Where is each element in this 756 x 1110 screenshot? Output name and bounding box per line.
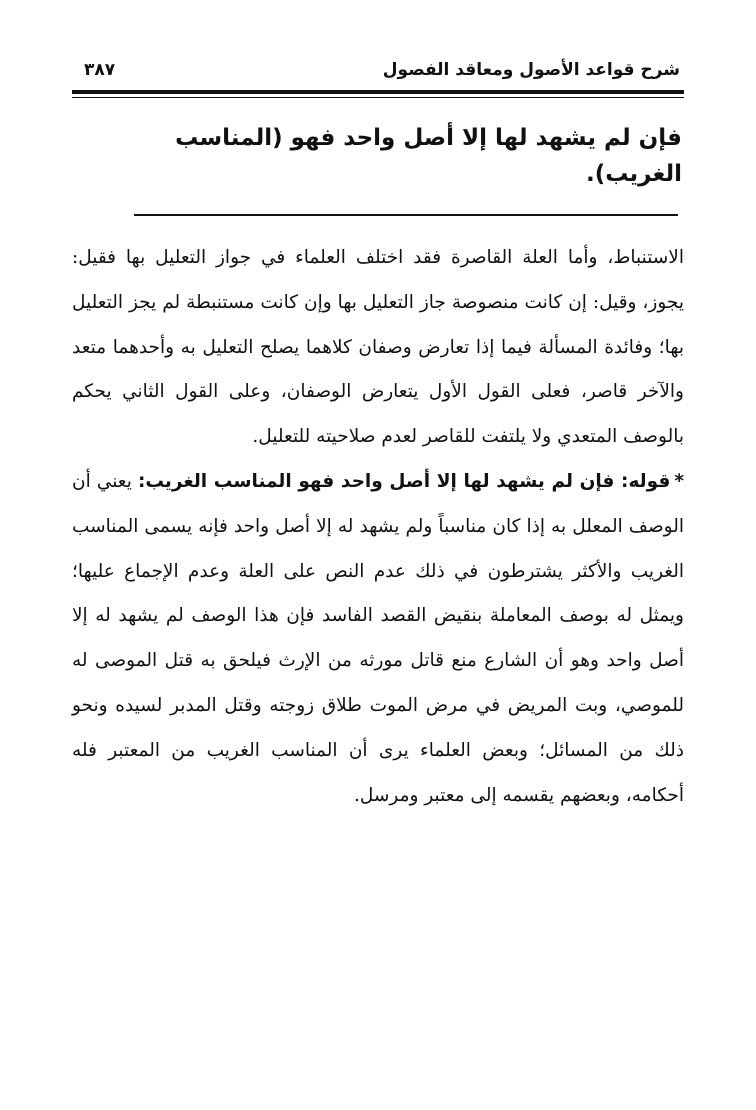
header-rule-thick (72, 90, 684, 94)
commentary-paragraph-2-body: يعني أن الوصف المعلل به إذا كان مناسباً ولم يشهد له إلا أصل واحد فإنه يسمى المناسب الغريب والأكثر يشترطون في ذلك عدم النص على العلة وعدم الإجماع عليها؛ ويمثل له بوصف المعاملة بنقيض القصد الفاسد فإن هذا الوصف لم يشهد له إلا أصل واحد وهو أن الشارع منع قاتل مورثه من الإرث فيلحق به قتل الموصى له للموصي، وبت المريض في مرض الموت طلاق زوجته وقتل المدبر لسيده ونحو ذلك من المسائل؛ وبعض العلماء يرى أن المناسب الغريب من المعتبر فله أحكامه، وبعضهم يقسمه إلى معتبر ومرسل. (72, 470, 684, 806)
header-rule-thin (72, 97, 684, 98)
asterisk-marker: * (674, 470, 685, 492)
section-separator (134, 214, 678, 216)
book-title: شرح قواعد الأصول ومعاقد الفصول (382, 60, 680, 80)
running-header (72, 52, 684, 88)
matn-text: فإن لم يشهد لها إلا أصل واحد فهو (المناسب الغريب). (175, 125, 682, 187)
commentary-paragraph-2 (72, 460, 684, 818)
page-number: ٣٨٧ (84, 60, 116, 80)
book-page (72, 52, 684, 952)
quoted-matn-lead: قوله: فإن لم يشهد لها إلا أصل واحد فهو المناسب الغريب: (137, 470, 671, 492)
commentary (72, 236, 684, 818)
commentary-paragraph-1: الاستنباط، وأما العلة القاصرة فقد اختلف العلماء في جواز التعليل بها فقيل: يجوز، وقيل: إن كانت منصوصة جاز التعليل بها وإن كانت مستنبطة لم يجز التعليل بها؛ وفائدة المسألة فيما إذا تعارض وصفان كلاهما يصلح التعليل به وأحدهما متعد والآخر قاصر، فعلى القول الأول يتعارض الوصفان، وعلى القول الثاني يحكم بالوصف المتعدي ولا يلتفت للقاصر لعدم صلاحيته للتعليل. (72, 247, 684, 448)
